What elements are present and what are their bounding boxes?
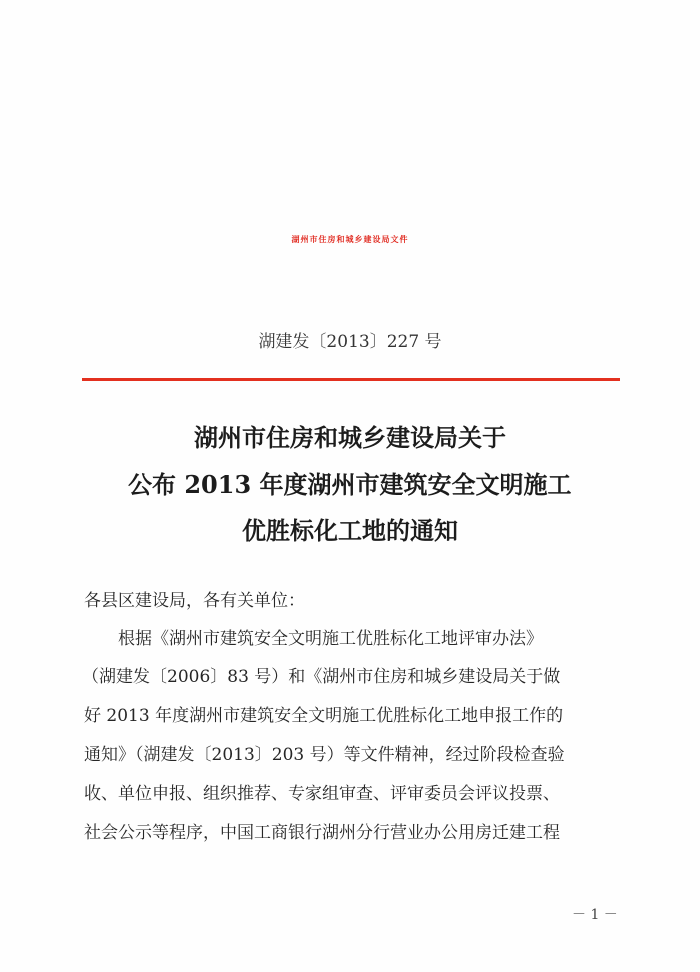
body-line-3: 好 2013 年度湖州市建筑安全文明施工优胜标化工地申报工作的	[84, 706, 564, 726]
salutation: 各县区建设局，各有关单位：	[84, 591, 305, 611]
body-line-5: 收、单位申报、组织推荐、专家组审查、评审委员会评议投票、	[84, 784, 560, 804]
body-line-4: 通知》（湖建发〔2013〕203 号）等文件精神，经过阶段检查验	[84, 745, 565, 765]
title-line-3: 优胜标化工地的通知	[242, 516, 458, 545]
red-divider-rule	[82, 378, 620, 381]
body-line-6: 社会公示等程序，中国工商银行湖州分行营业办公用房迁建工程	[84, 823, 560, 843]
page-number: － 1 －	[572, 907, 618, 923]
document-number: 湖建发〔2013〕227 号	[258, 332, 442, 352]
body-line-1: 根据《湖州市建筑安全文明施工优胜标化工地评审办法》	[118, 629, 543, 649]
title-line-1: 湖州市住房和城乡建设局关于	[194, 423, 506, 452]
body-line-2: （湖建发〔2006〕83 号）和《湖州市住房和城乡建设局关于做	[82, 667, 561, 687]
masthead-title: 湖州市住房和城乡建设局文件	[291, 235, 409, 244]
title-line-2: 公布 2013 年度湖州市建筑安全文明施工	[128, 470, 572, 499]
